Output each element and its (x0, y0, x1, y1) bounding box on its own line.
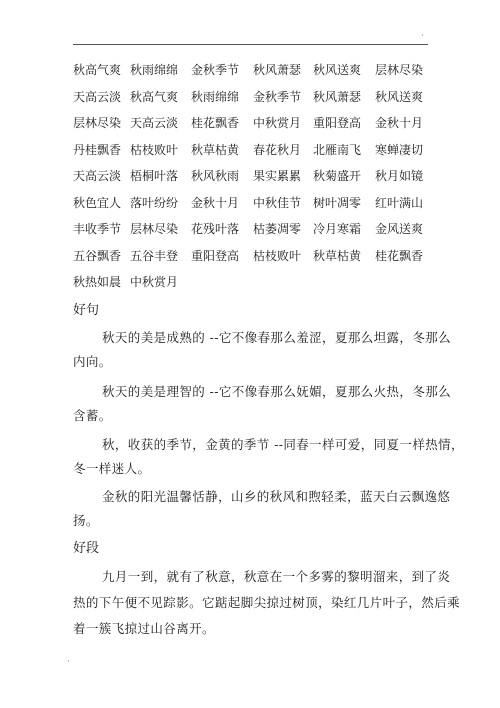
phrase-item: 秋风送爽 (313, 63, 362, 77)
phrase-item: 秋菊盛开 (313, 169, 362, 183)
phrase-item: 中秋赏月 (130, 275, 179, 289)
phrase-item: 北雁南飞 (313, 142, 362, 157)
good-sentences-heading: 好句 (73, 303, 100, 318)
phrase-item: 枯枝败叶 (130, 142, 179, 157)
phrase-item: 层林尽染 (375, 63, 424, 77)
phrase-row (73, 221, 443, 248)
phrase-row (73, 274, 443, 301)
phrase-item: 果实累累 (253, 169, 302, 183)
phrase-item: 秋高气爽 (73, 63, 122, 77)
sentence-4-line-2: 扬。 (73, 513, 99, 528)
phrase-item: 花残叶落 (191, 222, 240, 236)
phrase-item: 寒蝉凄切 (375, 142, 424, 157)
phrase-item: 冷月寒霜 (313, 222, 362, 236)
phrase-item: 秋雨绵绵 (130, 63, 179, 77)
phrase-item: 五谷丰登 (130, 248, 179, 263)
paragraph-1-line-1: 九月一到，就有了秋意，秋意在一个多雾的黎明溜来，到了炎 (102, 569, 451, 584)
phrase-item: 金秋十月 (191, 195, 240, 210)
phrase-item: 枯萎凋零 (253, 222, 302, 236)
phrase-item: 金秋季节 (191, 63, 240, 77)
phrase-row (73, 142, 443, 169)
phrase-item: 层林尽染 (130, 222, 179, 236)
phrase-item: 秋色宜人 (73, 195, 122, 210)
phrase-item: 天高云淡 (73, 89, 122, 104)
phrase-item: 秋热如晨 (73, 275, 122, 289)
phrase-item: 中秋佳节 (253, 195, 302, 210)
header-dot: · (421, 31, 424, 41)
phrase-item: 秋风送爽 (375, 89, 424, 104)
phrase-row (73, 168, 443, 195)
phrase-row (73, 89, 443, 116)
sentence-1-line-2: 内向。 (73, 354, 112, 369)
phrase-item: 中秋赏月 (253, 116, 302, 130)
phrase-item: 金风送爽 (375, 222, 424, 236)
phrase-item: 枯枝败叶 (253, 248, 302, 263)
paragraph-1-line-2: 热的下午便不见踪影。它踮起脚尖掠过树顶，染红几片叶子，然后乘 (73, 595, 461, 610)
paragraph-1-line-3: 着一簇飞掠过山谷离开。 (73, 621, 215, 636)
sentence-3-line-2: 冬一样迷人。 (73, 461, 151, 476)
phrase-row (73, 62, 443, 89)
phrase-row (73, 248, 443, 275)
phrase-item: 秋高气爽 (130, 89, 179, 104)
phrase-item: 天高云淡 (130, 116, 179, 130)
phrase-item: 秋月如镜 (375, 169, 424, 183)
phrase-item: 金秋十月 (375, 116, 424, 130)
phrase-item: 红叶满山 (375, 195, 424, 210)
sentence-1-line-1: 秋天的美是成熟的 --它不像春那么羞涩，夏那么坦露，冬那么 (102, 330, 452, 345)
phrase-item: 重阳登高 (313, 116, 362, 130)
good-paragraphs-heading: 好段 (73, 541, 100, 556)
phrase-item: 天高云淡 (73, 169, 122, 183)
phrase-row (73, 195, 443, 222)
header-rule (73, 44, 428, 45)
phrase-item: 重阳登高 (191, 248, 240, 263)
footer-dot: · (67, 657, 70, 667)
phrase-item: 丹桂飘香 (73, 142, 122, 157)
phrase-item: 秋风萧瑟 (253, 63, 302, 77)
phrase-item: 丰收季节 (73, 222, 122, 236)
sentence-2-line-1: 秋天的美是理智的 --它不像春那么妩媚，夏那么火热，冬那么 (102, 384, 452, 399)
phrase-item: 春花秋月 (253, 142, 302, 157)
phrase-item: 秋风萧瑟 (313, 89, 362, 104)
phrase-item: 桂花飘香 (191, 116, 240, 130)
phrase-item: 层林尽染 (73, 116, 122, 130)
sentence-3-line-1: 秋，收获的季节，金黄的季节 --同春一样可爱，同夏一样热情， (102, 437, 464, 452)
sentence-4-line-1: 金秋的阳光温馨恬静，山乡的秋风和煦轻柔，蓝天白云飘逸悠 (102, 489, 451, 504)
phrase-item: 秋草枯黄 (191, 142, 240, 157)
phrase-item: 秋风秋雨 (191, 169, 240, 183)
phrase-item: 五谷飘香 (73, 248, 122, 263)
phrase-item: 桂花飘香 (375, 248, 424, 263)
phrase-item: 金秋季节 (253, 89, 302, 104)
phrase-row (73, 115, 443, 142)
phrase-item: 落叶纷纷 (130, 195, 179, 210)
phrase-grid (73, 62, 443, 301)
phrase-item: 秋雨绵绵 (191, 89, 240, 104)
phrase-item: 秋草枯黄 (313, 248, 362, 263)
sentence-2-line-2: 含蓄。 (73, 408, 112, 423)
phrase-item: 树叶凋零 (313, 195, 362, 210)
phrase-item: 梧桐叶落 (130, 169, 179, 183)
